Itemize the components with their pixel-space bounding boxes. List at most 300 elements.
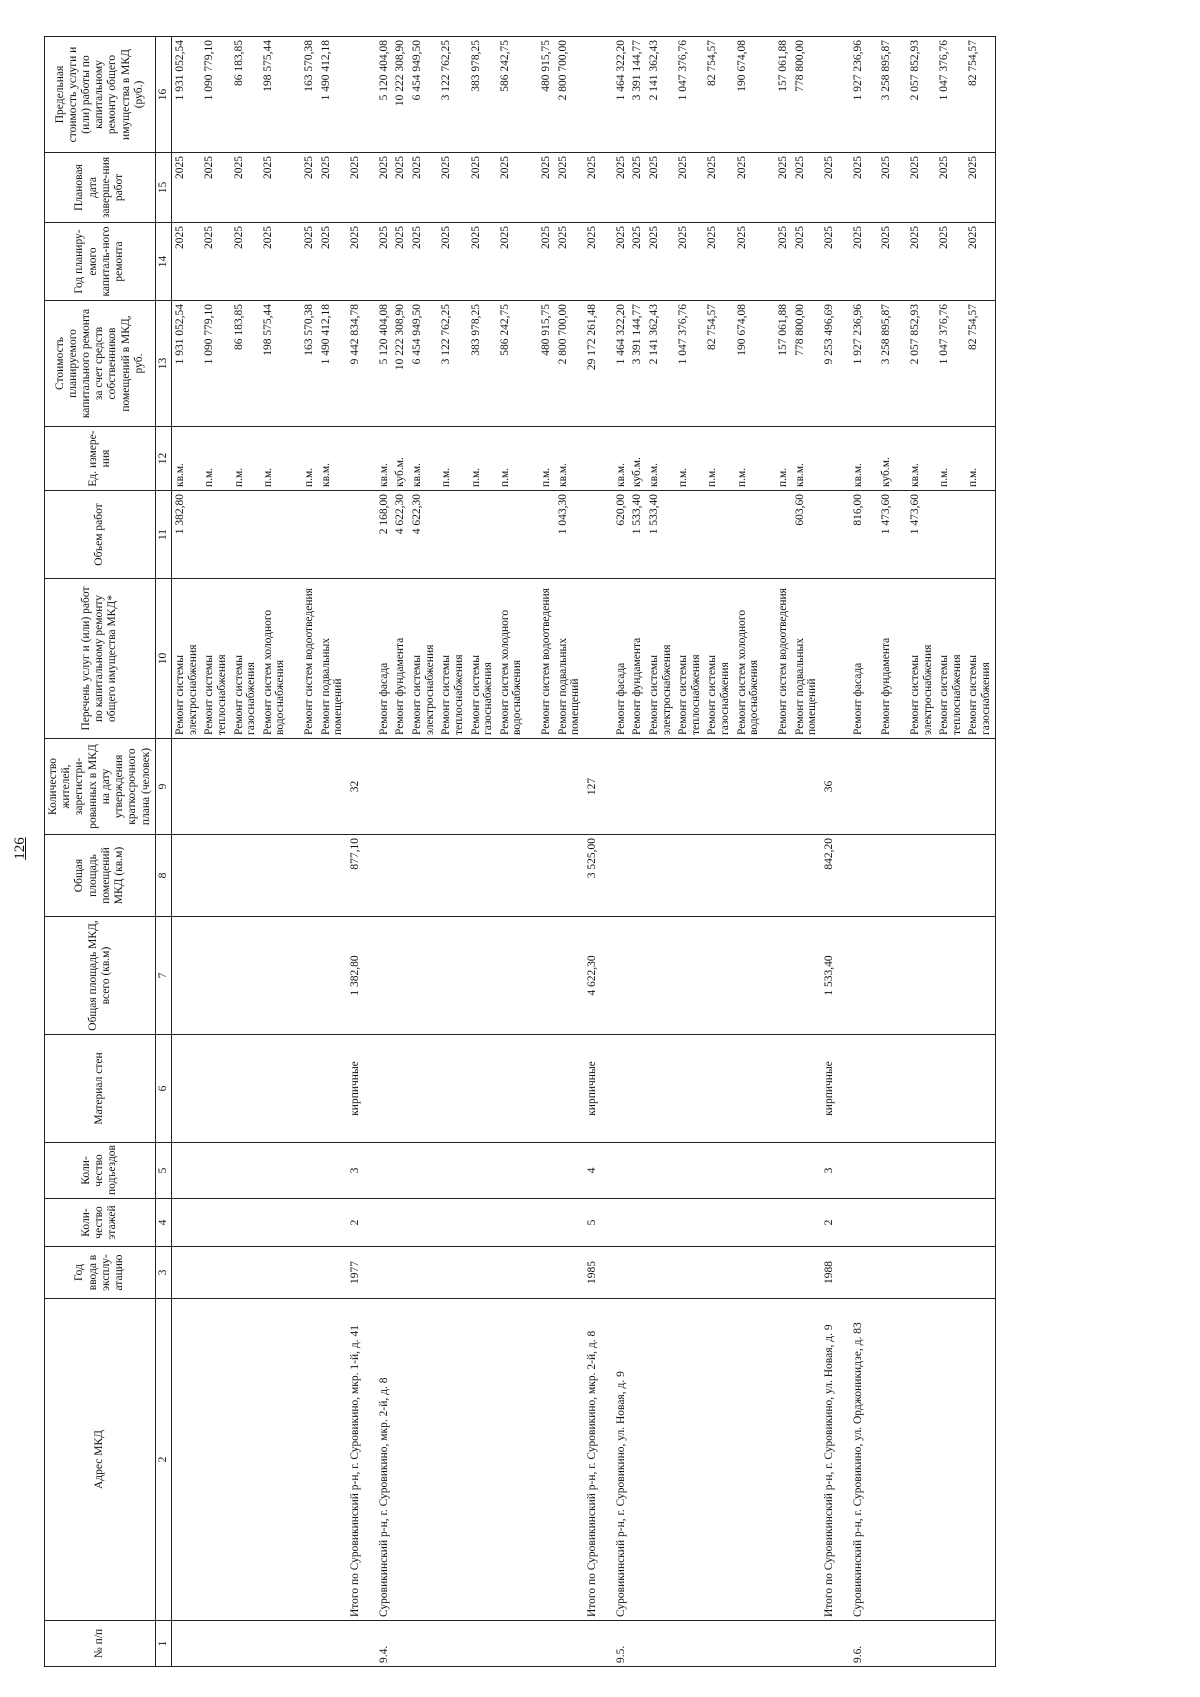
premises-area-cell (538, 835, 555, 917)
column-header: Стоимость планируемого капитального ремонта за счет средств собственников помещений в МКД, руб. (45, 301, 156, 427)
spacer-cell (838, 1143, 850, 1199)
spacer-cell (763, 37, 775, 153)
column-header: Год планиру-емого капиталь-ного ремонта (45, 223, 156, 301)
spacer-cell (289, 835, 301, 917)
residents-cell (613, 739, 630, 835)
spacer-cell (526, 1299, 538, 1621)
premises-area-cell (907, 835, 936, 917)
floors-cell (965, 1199, 995, 1247)
table-row (613, 37, 630, 1667)
wall-material-cell (629, 1035, 646, 1143)
spacer-cell (838, 835, 850, 917)
spacer-cell (838, 491, 850, 579)
work-volume-cell (584, 491, 601, 579)
spacer-cell (763, 301, 775, 427)
row-number (675, 1621, 704, 1667)
entrances-cell: 3 (347, 1143, 364, 1199)
column-header: Коли-чество этажей (45, 1199, 156, 1247)
spacer-cell (364, 1035, 376, 1143)
total-area-cell (301, 917, 318, 1035)
spacer-cell (526, 835, 538, 917)
total-area-cell (936, 917, 965, 1035)
wall-material-cell (538, 1035, 555, 1143)
planned-cost-cell: 3 122 762,25 (438, 301, 467, 427)
spacer-cell (526, 1035, 538, 1143)
wall-material-cell: кирпичные (821, 1035, 838, 1143)
completion-date-cell: 2025 (231, 153, 260, 223)
cost-limit-cell: 778 800,00 (792, 37, 821, 153)
spacer-cell (601, 491, 613, 579)
address-cell (907, 1299, 936, 1621)
completion-date-cell: 2025 (613, 153, 630, 223)
spacer-cell (601, 37, 613, 153)
row-number (629, 1621, 646, 1667)
cost-limit-cell: 586 242,75 (497, 37, 526, 153)
work-volume-cell: 4 622,30 (392, 491, 409, 579)
wall-material-cell: кирпичные (347, 1035, 364, 1143)
spacer-cell (763, 1299, 775, 1621)
planned-cost-cell: 383 978,25 (468, 301, 497, 427)
work-type-cell: Ремонт систем холодного водоснабжения (497, 579, 526, 739)
address-cell (171, 1299, 201, 1621)
spacer-cell (895, 1143, 907, 1199)
spacer-cell (289, 491, 301, 579)
premises-area-cell (792, 835, 821, 917)
total-area-cell (409, 917, 438, 1035)
spacer-cell (866, 1035, 878, 1143)
repair-year-cell: 2025 (538, 223, 555, 301)
cost-limit-cell: 5 120 404,08 (376, 37, 393, 153)
cost-limit-cell: 1 090 779,10 (201, 37, 230, 153)
column-number: 5 (155, 1143, 171, 1199)
repair-year-cell: 2025 (201, 223, 230, 301)
table-row (704, 37, 733, 1667)
residents-cell (260, 739, 289, 835)
address-cell (775, 1299, 792, 1621)
completion-date-cell: 2025 (936, 153, 965, 223)
spacer-cell (364, 1621, 376, 1667)
column-number: 1 (155, 1621, 171, 1667)
row-number (231, 1621, 260, 1667)
total-area-cell (734, 917, 763, 1035)
spacer-cell (526, 1621, 538, 1667)
total-area-cell: 1 382,80 (347, 917, 364, 1035)
floors-cell (629, 1199, 646, 1247)
column-header: Перечень услуг и (или) работ по капитальному ремонту общего имущества МКД* (45, 579, 156, 739)
row-number: 9.6. (850, 1621, 867, 1667)
work-volume-cell: 603,60 (792, 491, 821, 579)
spacer-cell (364, 491, 376, 579)
floors-cell (497, 1199, 526, 1247)
table-row (878, 37, 895, 1667)
unit-cell (821, 427, 838, 491)
cost-limit-cell: 3 391 144,77 (629, 37, 646, 153)
premises-area-cell (704, 835, 733, 917)
spacer-cell (895, 1035, 907, 1143)
completion-date-cell: 2025 (497, 153, 526, 223)
work-volume-cell (734, 491, 763, 579)
floors-cell (201, 1199, 230, 1247)
unit-cell: куб.м. (629, 427, 646, 491)
cost-limit-cell: 1 927 236,96 (850, 37, 867, 153)
spacer-cell (526, 427, 538, 491)
spacer-cell (289, 579, 301, 739)
wall-material-cell (260, 1035, 289, 1143)
cost-limit-cell: 163 570,38 (301, 37, 318, 153)
address-cell (792, 1299, 821, 1621)
repair-year-cell: 2025 (555, 223, 584, 301)
completion-date-cell: 2025 (675, 153, 704, 223)
work-volume-cell (260, 491, 289, 579)
spacer-cell (895, 1621, 907, 1667)
completion-date-cell: 2025 (907, 153, 936, 223)
wall-material-cell (907, 1035, 936, 1143)
address-cell (468, 1299, 497, 1621)
work-volume-cell: 1 382,80 (171, 491, 201, 579)
work-volume-cell: 2 168,00 (376, 491, 393, 579)
premises-area-cell (850, 835, 867, 917)
address-cell (704, 1299, 733, 1621)
completion-date-cell: 2025 (734, 153, 763, 223)
total-area-cell (878, 917, 895, 1035)
wall-material-cell (878, 1035, 895, 1143)
unit-cell: п.м. (468, 427, 497, 491)
spacer-cell (601, 1143, 613, 1199)
floors-cell (613, 1199, 630, 1247)
repair-year-cell: 2025 (231, 223, 260, 301)
wall-material-cell (613, 1035, 630, 1143)
column-number: 15 (155, 153, 171, 223)
work-type-cell: Ремонт системы газоснабжения (965, 579, 995, 739)
year-built-cell: 1985 (584, 1247, 601, 1299)
work-volume-cell (675, 491, 704, 579)
year-built-cell (965, 1247, 995, 1299)
residents-cell (318, 739, 347, 835)
premises-area-cell (613, 835, 630, 917)
wall-material-cell (318, 1035, 347, 1143)
spacer-cell (895, 1247, 907, 1299)
work-volume-cell (936, 491, 965, 579)
entrances-cell: 3 (821, 1143, 838, 1199)
entrances-cell (907, 1143, 936, 1199)
entrances-cell (878, 1143, 895, 1199)
spacer-cell (866, 1621, 878, 1667)
wall-material-cell (438, 1035, 467, 1143)
completion-date-cell: 2025 (878, 153, 895, 223)
spacer-cell (364, 917, 376, 1035)
spacer-cell (289, 1299, 301, 1621)
address-cell (392, 1299, 409, 1621)
unit-cell: кв.м. (792, 427, 821, 491)
total-area-cell (376, 917, 393, 1035)
completion-date-cell: 2025 (792, 153, 821, 223)
cost-limit-cell: 82 754,57 (704, 37, 733, 153)
premises-area-cell (936, 835, 965, 917)
row-number (347, 1621, 364, 1667)
row-number: 9.4. (376, 1621, 393, 1667)
work-volume-cell (347, 491, 364, 579)
spacer-cell (763, 1621, 775, 1667)
address-cell (965, 1299, 995, 1621)
unit-cell: кв.м. (555, 427, 584, 491)
total-area-cell (392, 917, 409, 1035)
unit-cell: п.м. (704, 427, 733, 491)
spacer-cell (364, 1143, 376, 1199)
repair-year-cell: 2025 (318, 223, 347, 301)
cost-limit-cell: 480 915,75 (538, 37, 555, 153)
premises-area-cell (201, 835, 230, 917)
spacer-cell (526, 917, 538, 1035)
cost-limit-cell: 3 258 895,87 (878, 37, 895, 153)
spacer-cell (895, 579, 907, 739)
total-row (821, 37, 838, 1667)
year-built-cell (538, 1247, 555, 1299)
completion-date-cell: 2025 (409, 153, 438, 223)
total-area-cell: 1 533,40 (821, 917, 838, 1035)
spacer-cell (763, 917, 775, 1035)
premises-area-cell (409, 835, 438, 917)
spacer-cell (601, 153, 613, 223)
year-built-cell (555, 1247, 584, 1299)
row-number (907, 1621, 936, 1667)
spacer-row (838, 37, 850, 1667)
year-built-cell (646, 1247, 675, 1299)
spacer-cell (895, 427, 907, 491)
spacer-cell (895, 153, 907, 223)
column-header: Коли-чество подъездов (45, 1143, 156, 1199)
spacer-cell (601, 739, 613, 835)
address-cell (675, 1299, 704, 1621)
premises-area-cell (646, 835, 675, 917)
work-volume-cell: 4 622,30 (409, 491, 438, 579)
column-header: Адрес МКД (45, 1299, 156, 1621)
repair-year-cell: 2025 (821, 223, 838, 301)
work-volume-cell (538, 491, 555, 579)
work-type-cell: Ремонт систем холодного водоснабжения (734, 579, 763, 739)
work-type-cell: Ремонт системы электроснабжения (907, 579, 936, 739)
floors-cell (260, 1199, 289, 1247)
year-built-cell (792, 1247, 821, 1299)
table-row (936, 37, 965, 1667)
planned-cost-cell: 82 754,57 (704, 301, 733, 427)
residents-cell (171, 739, 201, 835)
row-number (392, 1621, 409, 1667)
residents-cell (231, 739, 260, 835)
wall-material-cell (497, 1035, 526, 1143)
floors-cell (468, 1199, 497, 1247)
spacer-cell (866, 223, 878, 301)
table-row (734, 37, 763, 1667)
planned-cost-cell: 3 391 144,77 (629, 301, 646, 427)
residents-cell (376, 739, 393, 835)
planned-cost-cell: 1 927 236,96 (850, 301, 867, 427)
wall-material-cell (775, 1035, 792, 1143)
table-row (409, 37, 438, 1667)
spacer-cell (526, 301, 538, 427)
spacer-cell (866, 301, 878, 427)
floors-cell (231, 1199, 260, 1247)
work-type-cell: Ремонт системы теплоснабжения (936, 579, 965, 739)
row-number (646, 1621, 675, 1667)
residents-cell (555, 739, 584, 835)
planned-cost-cell: 6 454 949,50 (409, 301, 438, 427)
completion-date-cell: 2025 (171, 153, 201, 223)
wall-material-cell (231, 1035, 260, 1143)
floors-cell (555, 1199, 584, 1247)
spacer-cell (763, 835, 775, 917)
column-number: 16 (155, 37, 171, 153)
floors-cell (171, 1199, 201, 1247)
work-type-cell: Ремонт системы газоснабжения (704, 579, 733, 739)
entrances-cell (468, 1143, 497, 1199)
row-number (409, 1621, 438, 1667)
spacer-cell (838, 1035, 850, 1143)
planned-cost-cell: 2 057 852,93 (907, 301, 936, 427)
entrances-cell (231, 1143, 260, 1199)
row-number (538, 1621, 555, 1667)
spacer-cell (601, 835, 613, 917)
spacer-cell (866, 739, 878, 835)
entrances-cell (497, 1143, 526, 1199)
work-type-cell: Ремонт фундамента (629, 579, 646, 739)
row-number (260, 1621, 289, 1667)
completion-date-cell: 2025 (376, 153, 393, 223)
wall-material-cell (392, 1035, 409, 1143)
premises-area-cell (555, 835, 584, 917)
address-cell (231, 1299, 260, 1621)
entrances-cell (318, 1143, 347, 1199)
row-number (878, 1621, 895, 1667)
spacer-cell (601, 223, 613, 301)
floors-cell (850, 1199, 867, 1247)
work-type-cell: Ремонт подвальных помещений (792, 579, 821, 739)
spacer-cell (866, 1299, 878, 1621)
spacer-cell (289, 1247, 301, 1299)
work-type-cell: Ремонт системы газоснабжения (231, 579, 260, 739)
floors-cell (734, 1199, 763, 1247)
total-area-cell (201, 917, 230, 1035)
spacer-cell (763, 1035, 775, 1143)
spacer-cell (364, 739, 376, 835)
spacer-cell (526, 1247, 538, 1299)
floors-cell (792, 1199, 821, 1247)
repair-year-cell: 2025 (171, 223, 201, 301)
entrances-cell (675, 1143, 704, 1199)
unit-cell: п.м. (438, 427, 467, 491)
spacer-cell (866, 1199, 878, 1247)
total-area-cell (907, 917, 936, 1035)
column-number: 14 (155, 223, 171, 301)
repair-year-cell: 2025 (646, 223, 675, 301)
spacer-cell (895, 1299, 907, 1621)
completion-date-cell: 2025 (821, 153, 838, 223)
planned-cost-cell: 778 800,00 (792, 301, 821, 427)
floors-cell (675, 1199, 704, 1247)
entrances-cell (201, 1143, 230, 1199)
spacer-cell (866, 37, 878, 153)
floors-cell: 2 (821, 1199, 838, 1247)
spacer-cell (895, 37, 907, 153)
cost-limit-cell: 2 800 700,00 (555, 37, 584, 153)
premises-area-cell (965, 835, 995, 917)
work-volume-cell: 1 473,60 (907, 491, 936, 579)
repair-year-cell: 2025 (775, 223, 792, 301)
total-area-cell (775, 917, 792, 1035)
cost-limit-cell: 1 931 052,54 (171, 37, 201, 153)
spacer-cell (838, 579, 850, 739)
completion-date-cell: 2025 (201, 153, 230, 223)
wall-material-cell (734, 1035, 763, 1143)
address-cell (497, 1299, 526, 1621)
spacer-cell (763, 1143, 775, 1199)
floors-cell (318, 1199, 347, 1247)
residents-cell (734, 739, 763, 835)
planned-cost-cell: 1 090 779,10 (201, 301, 230, 427)
premises-area-cell (171, 835, 201, 917)
address-cell (555, 1299, 584, 1621)
row-number (318, 1621, 347, 1667)
wall-material-cell (201, 1035, 230, 1143)
spacer-cell (289, 1035, 301, 1143)
address-cell (318, 1299, 347, 1621)
repair-year-cell: 2025 (392, 223, 409, 301)
address-cell: Итого по Суровикинский р-н, г. Суровикино, мкр. 1-й, д. 41 (347, 1299, 364, 1621)
spacer-cell (364, 301, 376, 427)
spacer-cell (526, 37, 538, 153)
column-header: Количество жителей, зарегистри-рованных в МКД на дату утверждения краткосрочного плана (человек) (45, 739, 156, 835)
premises-area-cell (675, 835, 704, 917)
total-area-cell (438, 917, 467, 1035)
spacer-cell (601, 1247, 613, 1299)
total-area-cell (555, 917, 584, 1035)
wall-material-cell (965, 1035, 995, 1143)
wall-material-cell (468, 1035, 497, 1143)
spacer-cell (601, 301, 613, 427)
address-cell: Суровикинский р-н, г. Суровикино, мкр. 2-й, д. 8 (376, 1299, 393, 1621)
cost-limit-cell: 82 754,57 (965, 37, 995, 153)
work-type-cell: Ремонт системы теплоснабжения (675, 579, 704, 739)
spacer-cell (895, 491, 907, 579)
table-row (965, 37, 995, 1667)
unit-cell: п.м. (675, 427, 704, 491)
year-built-cell (775, 1247, 792, 1299)
spacer-cell (601, 1299, 613, 1621)
spacer-cell (364, 1247, 376, 1299)
entrances-cell (850, 1143, 867, 1199)
total-area-cell (792, 917, 821, 1035)
unit-cell: п.м. (775, 427, 792, 491)
entrances-cell (376, 1143, 393, 1199)
year-built-cell (907, 1247, 936, 1299)
completion-date-cell: 2025 (584, 153, 601, 223)
spacer-cell (866, 579, 878, 739)
unit-cell: п.м. (301, 427, 318, 491)
spacer-row (763, 37, 775, 1667)
year-built-cell (260, 1247, 289, 1299)
residents-cell (907, 739, 936, 835)
spacer-row (364, 37, 376, 1667)
repair-year-cell: 2025 (704, 223, 733, 301)
unit-cell: п.м. (538, 427, 555, 491)
table-row (301, 37, 318, 1667)
repair-year-cell: 2025 (468, 223, 497, 301)
column-number: 6 (155, 1035, 171, 1143)
unit-cell (347, 427, 364, 491)
total-area-cell (538, 917, 555, 1035)
wall-material-cell (376, 1035, 393, 1143)
year-built-cell: 1977 (347, 1247, 364, 1299)
entrances-cell (409, 1143, 438, 1199)
